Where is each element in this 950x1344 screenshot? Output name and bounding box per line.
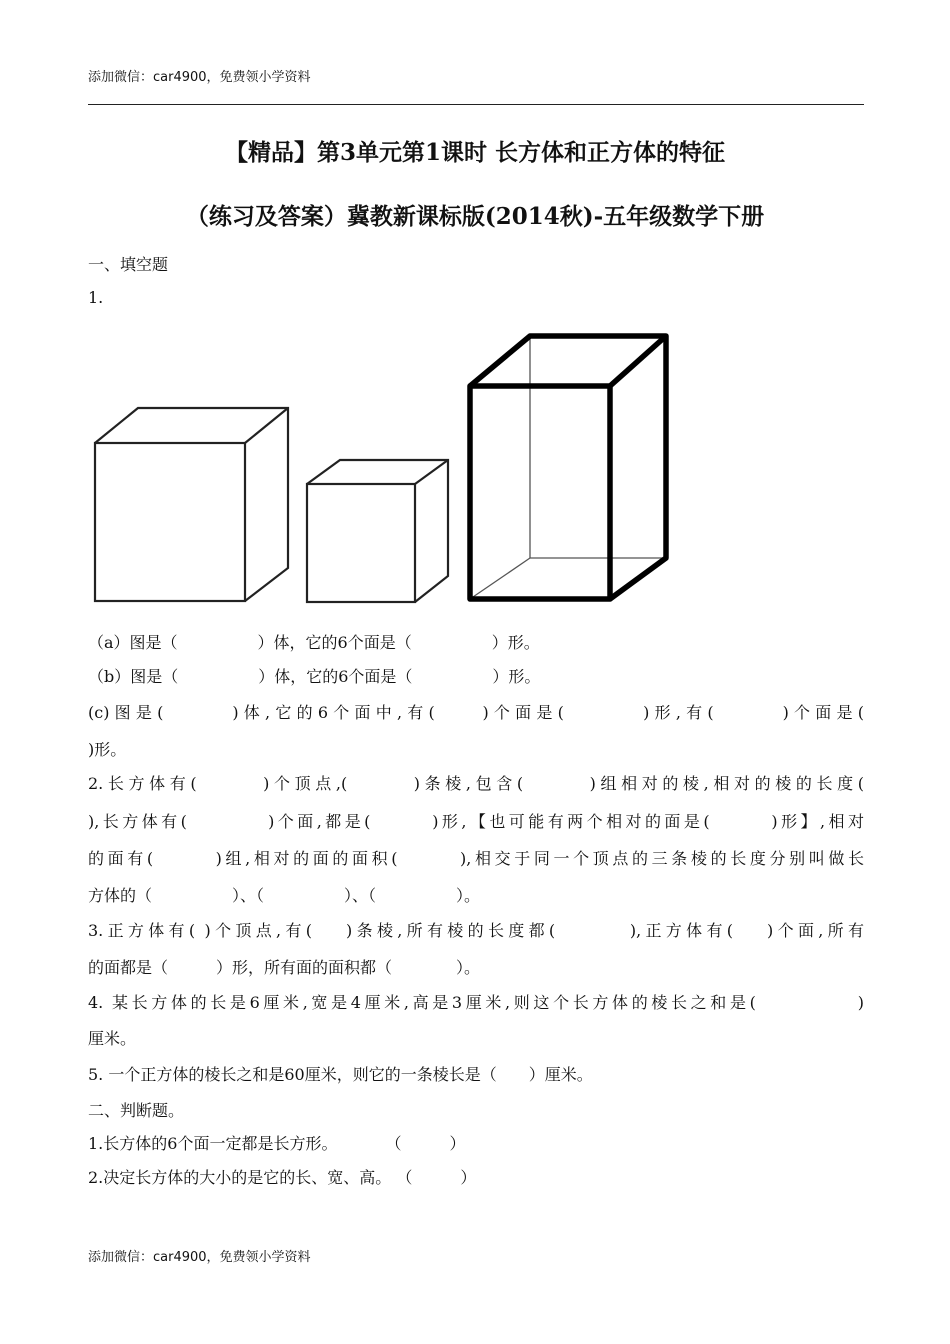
cube-a <box>95 408 288 601</box>
question-1a: （a）图是（ ）体，它的6个面是（ ）形。 <box>88 633 540 652</box>
question-4-line-2: 厘米。 <box>88 1029 137 1048</box>
footer-note: 添加微信：car4900，免费领小学资料 <box>88 1250 311 1265</box>
header-divider <box>88 104 864 105</box>
question-1c-line-1: (c)图是( )体,它的6个面中,有( )个面是( )形,有( )个面是( <box>88 703 864 722</box>
question-2-line-3: 的面有( )组,相对的面的面积( ),相交于同一个顶点的三条棱的长度分别叫做长 <box>88 849 864 868</box>
question-1b: （b）图是（ ）体，它的6个面是（ ）形。 <box>88 667 541 686</box>
title-line-1: 【精品】第3单元第1课时 长方体和正方体的特征 <box>224 139 725 166</box>
question-2-line-4: 方体的（ ）、（ ）、（ ）。 <box>88 886 481 905</box>
cuboid-c <box>470 336 666 599</box>
section-heading-true-false: 二、判断题。 <box>88 1101 185 1120</box>
section-heading-fill-in: 一、填空题 <box>88 255 169 274</box>
question-2-line-2: ),长方体有( )个面,都是( )形,【也可能有两个相对的面是( )形】,相对 <box>88 812 864 831</box>
cube-b <box>307 460 448 602</box>
title-line-2: （练习及答案）冀教新课标版(2014秋)-五年级数学下册 <box>185 203 765 230</box>
judgement-2: 2.决定长方体的大小的是它的长、宽、高。 （ ） <box>88 1168 477 1187</box>
question-1c-line-2: )形。 <box>88 740 127 759</box>
question-3-line-2: 的面都是（ ）形，所有面的面积都（ ）。 <box>88 958 481 977</box>
header-note: 添加微信：car4900，免费领小学资料 <box>88 70 311 85</box>
question-4-line-1: 4. 某长方体的长是6厘米,宽是4厘米,高是3厘米,则这个长方体的棱长之和是( ) <box>88 993 864 1012</box>
judgement-1: 1.长方体的6个面一定都是长方形。 （ ） <box>88 1134 466 1153</box>
cuboid-figure <box>88 326 678 608</box>
question-3-line-1: 3.正方体有( )个顶点,有( )条棱,所有棱的长度都( ),正方体有( )个面,所有 <box>88 921 864 940</box>
question-5: 5. 一个正方体的棱长之和是60厘米，则它的一条棱长是（ ）厘米。 <box>88 1065 593 1084</box>
question-1-label: 1. <box>88 288 104 307</box>
question-2-line-1: 2.长方体有( )个顶点,( )条棱,包含( )组相对的棱,相对的棱的长度( <box>88 774 864 793</box>
